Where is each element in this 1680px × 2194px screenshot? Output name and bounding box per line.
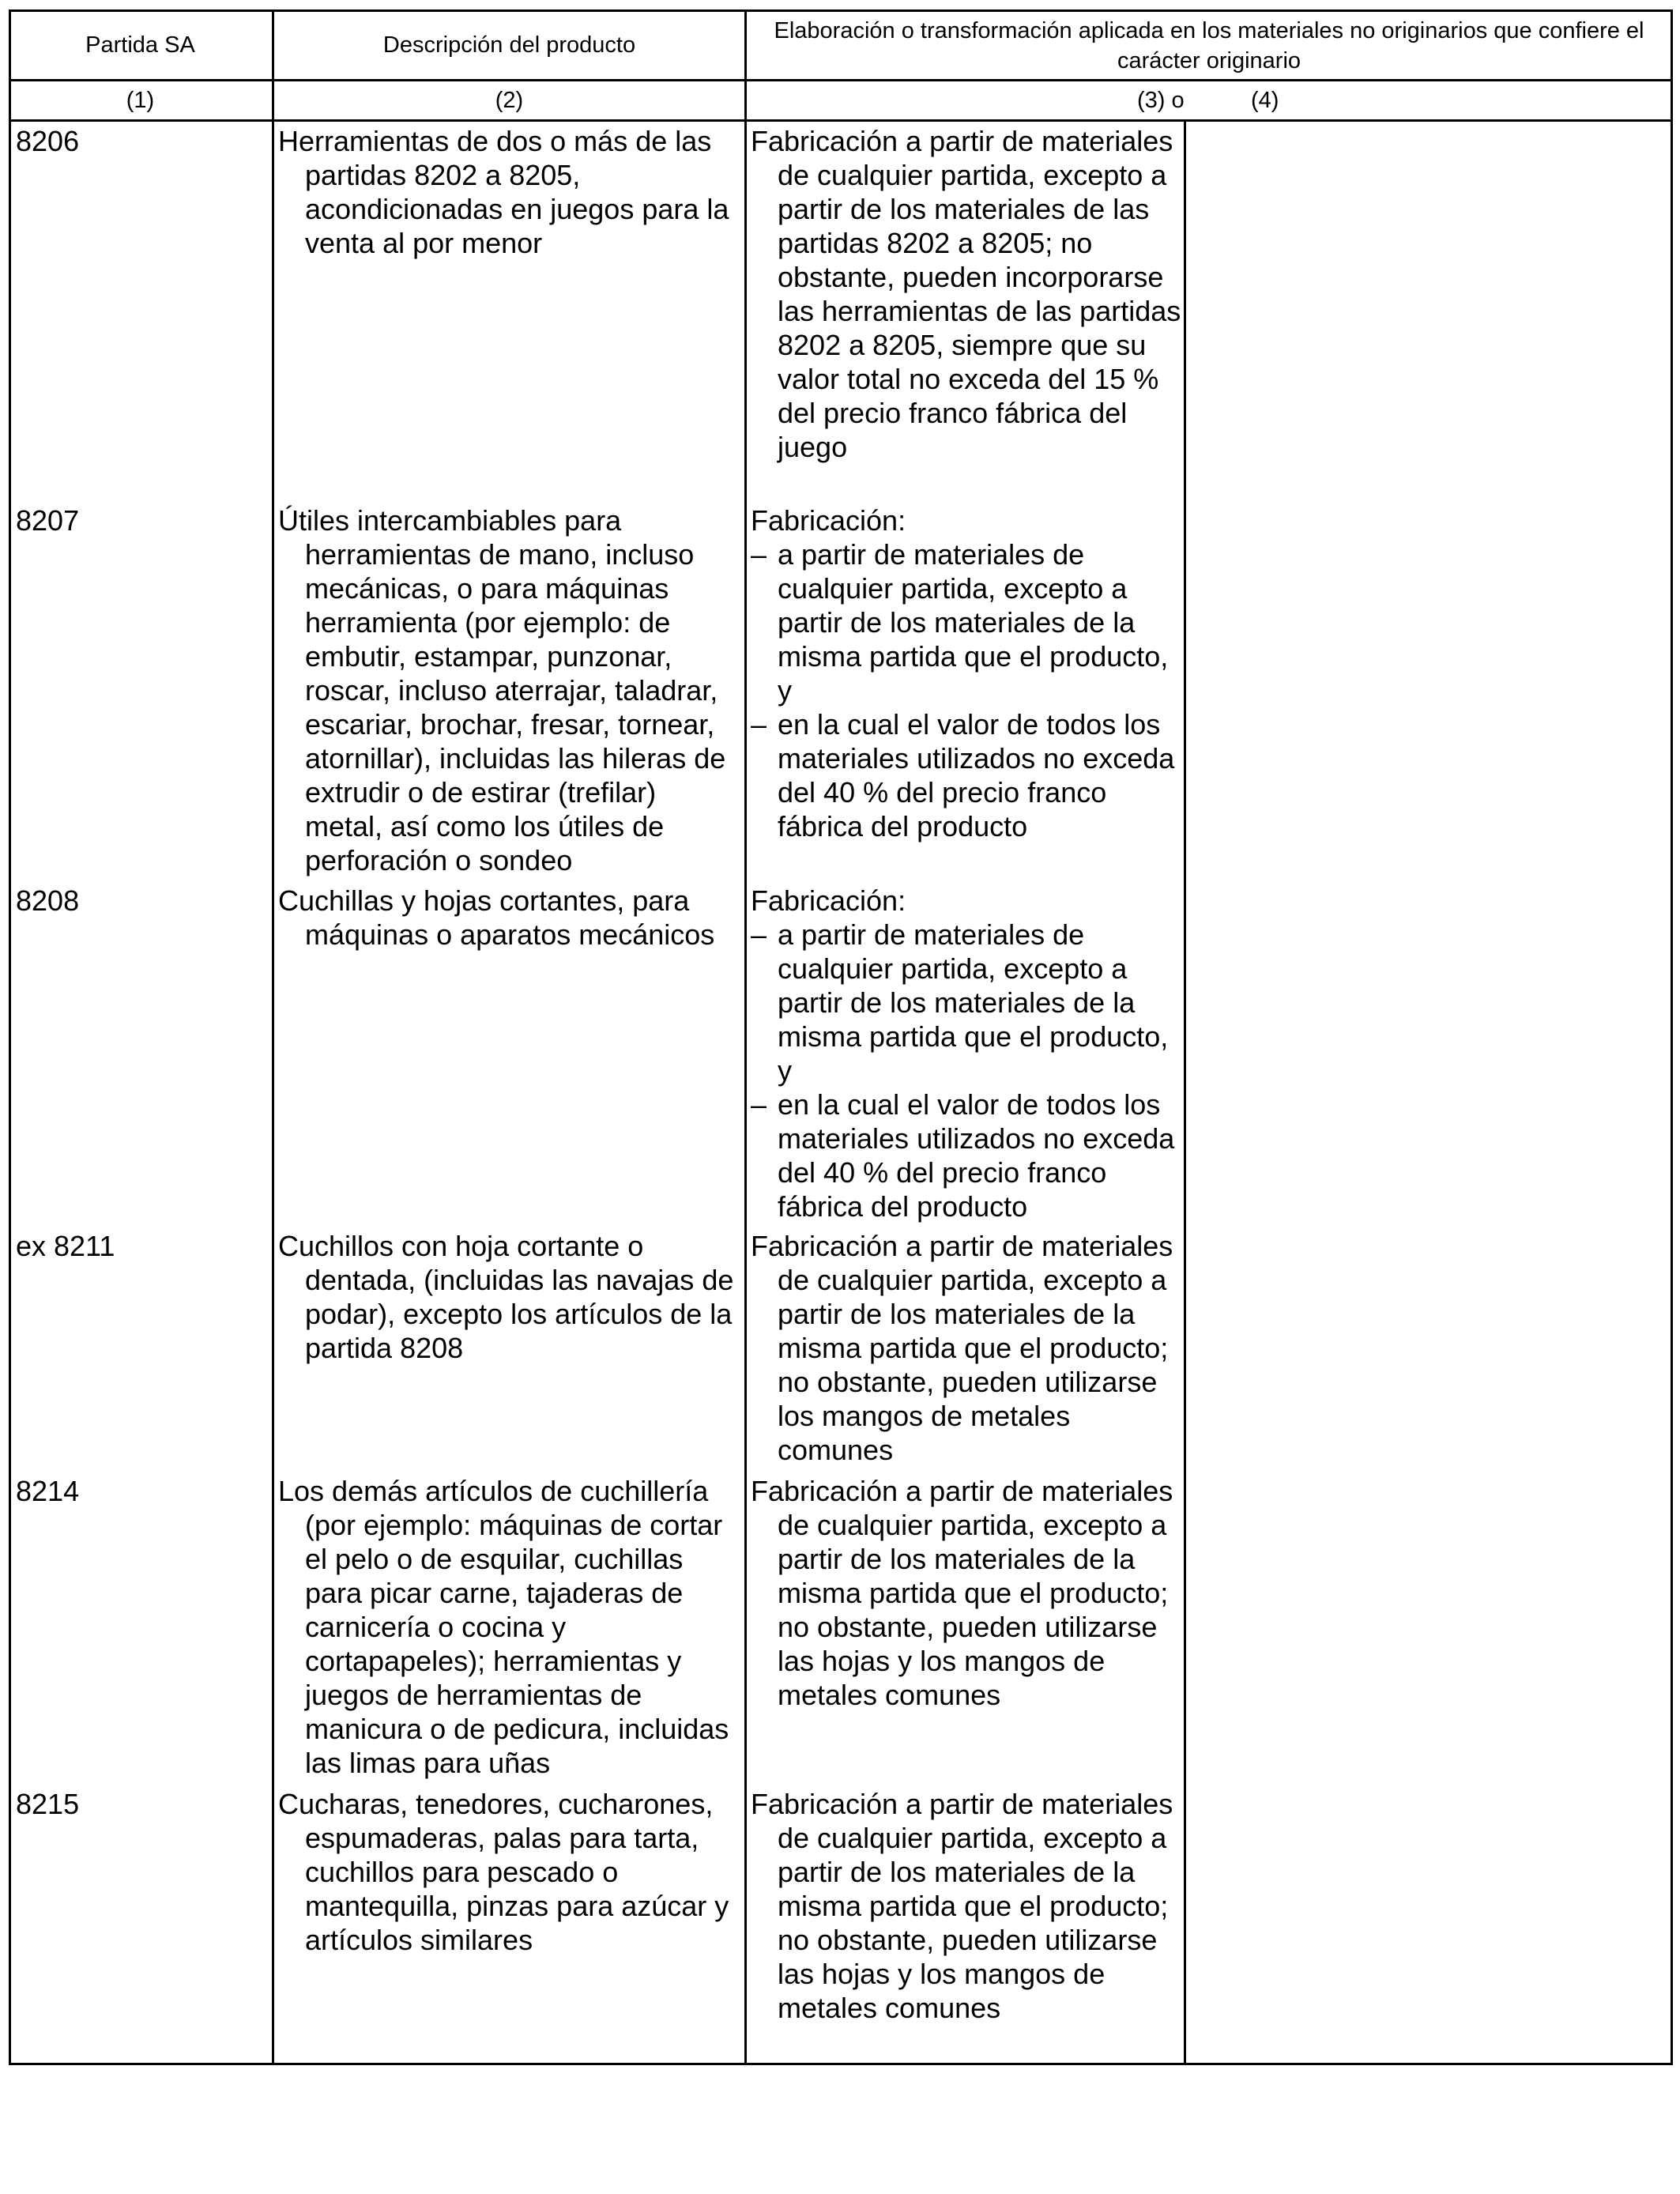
row-rule-text: Fabricación:: [751, 884, 906, 917]
header-divider: [9, 79, 1673, 81]
row-description: [278, 124, 740, 260]
row-description: [278, 1787, 740, 1957]
column-divider-1: [272, 9, 274, 2065]
row-description: [278, 503, 740, 877]
row-description: [278, 884, 740, 952]
row-description-text: Cucharas, tenedores, cucharones, espumaderas, palas para tarta, cuchillos para pescado o mantequilla, pinzas para azúcar y artículos similares: [278, 1788, 729, 1956]
row-description-text: Cuchillos con hoja cortante o dentada, (incluidas las navajas de podar), excepto los artículos de la partida 8208: [278, 1230, 734, 1364]
col-number-1: (1): [126, 88, 155, 113]
row-rule-text: Fabricación a partir de materiales de cualquier partida, excepto a partir de los materiales de la misma partida que el producto; no obstante, pueden utilizarse las hojas y los mangos de metales comunes: [751, 1475, 1173, 1711]
row-description-text: Cuchillas y hojas cortantes, para máquinas o aparatos mecánicos: [278, 884, 715, 951]
row-rule-text: Fabricación:: [751, 504, 906, 537]
row-rule-text: Fabricación a partir de materiales de cualquier partida, excepto a partir de los materiales de la misma partida que el producto; no obstante, pueden utilizarse los mangos de metales comunes: [751, 1230, 1173, 1466]
col-number-3: (3) o: [1137, 88, 1185, 113]
row-code: ex 8211: [16, 1230, 115, 1262]
row-rule: [751, 503, 1181, 843]
header-elaboracion: Elaboración o transformación aplicada en los materiales no originarios que confiere el carácter originario: [774, 18, 1644, 74]
column-divider-3: [1184, 121, 1186, 2065]
rule-list-item-text: en la cual el valor de todos los materiales utilizados no exceda del 40 % del precio franco fábrica del producto: [778, 1088, 1175, 1223]
row-code: 8208: [16, 884, 80, 917]
rules-table: [9, 9, 1673, 2065]
rule-list-item-text: en la cual el valor de todos los materiales utilizados no exceda del 40 % del precio franco fábrica del producto: [778, 708, 1175, 843]
row-rule: [751, 1474, 1181, 1712]
header-descripcion: Descripción del producto: [382, 32, 636, 58]
rule-list-item: – a partir de materiales de cualquier partida, excepto a partir de los materiales de la misma partida que el producto, y: [751, 918, 1169, 1087]
row-rule-text: Fabricación a partir de materiales de cualquier partida, excepto a partir de los materiales de las partidas 8202 a 8205; no obstante, pueden incorporarse las herramientas de las partidas 8202 a 8205, siempre que su valor total no exceda del 15 % del precio franco fábrica del juego: [751, 125, 1181, 463]
row-code: 8206: [16, 125, 80, 157]
rule-list-item-text: a partir de materiales de cualquier partida, excepto a partir de los materiales de la misma partida que el producto, y: [778, 918, 1169, 1087]
row-rule: [751, 124, 1181, 464]
row-rule: [751, 1229, 1181, 1467]
row-description: [278, 1229, 740, 1365]
rule-list-item: – a partir de materiales de cualquier partida, excepto a partir de los materiales de la misma partida que el producto, y: [751, 538, 1169, 707]
row-description-text: Los demás artículos de cuchillería (por ejemplo: máquinas de cortar el pelo o de esquilar, cuchillas para picar carne, tajaderas de carnicería o cocina y cortapapeles); herramientas y juegos de herramientas de manicura o de pedicura, incluidas las limas para uñas: [278, 1475, 729, 1779]
row-rule: [751, 884, 1181, 1223]
column-divider-2: [744, 9, 747, 2065]
row-description: [278, 1474, 740, 1780]
col-number-2: (2): [495, 88, 524, 113]
rule-list-item: – en la cual el valor de todos los materiales utilizados no exceda del 40 % del precio franco fábrica del producto: [751, 708, 1175, 843]
rule-list-item-text: a partir de materiales de cualquier partida, excepto a partir de los materiales de la misma partida que el producto, y: [778, 538, 1169, 707]
row-code: 8207: [16, 504, 80, 537]
row-description-text: Herramientas de dos o más de las partidas 8202 a 8205, acondicionadas en juegos para la venta al por menor: [278, 125, 729, 259]
rule-list-item: – en la cual el valor de todos los materiales utilizados no exceda del 40 % del precio franco fábrica del producto: [751, 1088, 1175, 1223]
row-description-text: Útiles intercambiables para herramientas de mano, incluso mecánicas, o para máquinas herramienta (por ejemplo: de embutir, estampar, punzonar, roscar, incluso aterrajar, taladrar, escariar, brochar, fresar, tornear, atornillar), incluidas las hileras de extrudir o de estirar (trefilar) metal, así como los útiles de perforación o sondeo: [278, 504, 726, 876]
number-row-divider: [9, 119, 1673, 122]
col-number-4: (4): [1251, 88, 1279, 113]
row-code: 8214: [16, 1475, 80, 1507]
row-rule: [751, 1787, 1181, 2025]
header-partida: Partida SA: [85, 32, 195, 58]
row-rule-text: Fabricación a partir de materiales de cualquier partida, excepto a partir de los materiales de la misma partida que el producto; no obstante, pueden utilizarse las hojas y los mangos de metales comunes: [751, 1788, 1173, 2024]
row-code: 8215: [16, 1788, 80, 1820]
